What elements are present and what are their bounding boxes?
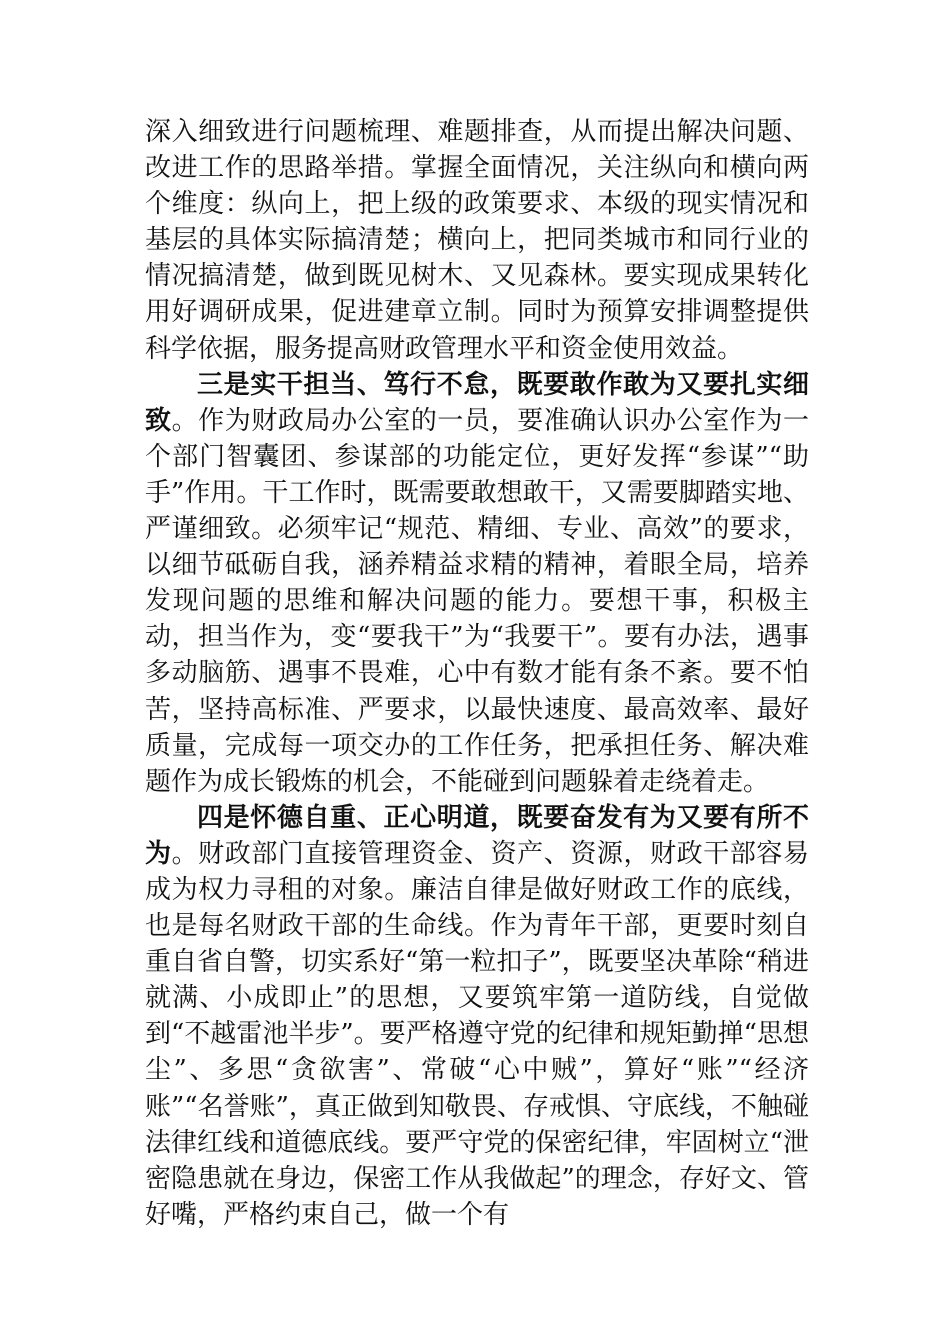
paragraph-2 (145, 367, 809, 800)
paragraph-2-text: 。作为财政局办公室的一员，要准确认识办公室作为一个部门智囊团、参谋部的功能定位，更好发挥“参谋”“助手”作用。干工作时，既需要敢想敢干，又需要脚踏实地、严谨细致。必须牢记“规范、精细、专业、高效”的要求，以细节砥砺自我，涵养精益求精的精神，着眼全局，培养发现问题的思维和解决问题的能力。要想干事，积极主动，担当作为，变“要我干”为“我要干”。要有办法，遇事多动脑筋、遇事不畏难，心中有数才能有条不紊。要不怕苦，坚持高标准、严要求，以最快速度、最高效率、最好质量，完成每一项交办的工作任务，把承担任务、解决难题作为成长锻炼的机会，不能碰到问题躲着走绕着走。 (145, 405, 809, 797)
paragraph-3 (145, 800, 809, 1233)
paragraph-3-heading: 四是怀德自重、正心明道，既要奋发有为又要有所不为 (145, 802, 809, 869)
document-body (145, 114, 809, 1233)
paragraph-2-heading: 三是实干担当、笃行不怠，既要敢作敢为又要扎实细致 (145, 369, 809, 436)
paragraph-3-text: 。财政部门直接管理资金、资产、资源，财政干部容易成为权力寻租的对象。廉洁自律是做好财政工作的底线，也是每名财政干部的生命线。作为青年干部，更要时刻自重自省自警，切实系好“第一粒扣子”，既要坚决革除“稍进就满、小成即止”的思想，又要筑牢第一道防线，自觉做到“不越雷池半步”。要严格遵守党的纪律和规矩勤掸“思想尘”、多思“贪欲害”、常破“心中贼”，算好“账”“经济账”“名誉账”，真正做到知敬畏、存戒惧、守底线，不触碰法律红线和道德底线。要严守党的保密纪律，牢固树立“泄密隐患就在身边，保密工作从我做起”的理念，存好文、管好嘴，严格约束自己，做一个有 (145, 838, 809, 1230)
paragraph-1 (145, 114, 809, 367)
paragraph-1-text: 深入细致进行问题梳理、难题排查，从而提出解决问题、改进工作的思路举措。掌握全面情况，关注纵向和横向两个维度：纵向上，把上级的政策要求、本级的现实情况和基层的具体实际搞清楚；横向上，把同类城市和同行业的情况搞清楚，做到既见树木、又见森林。要实现成果转化用好调研成果，促进建章立制。同时为预算安排调整提供科学依据，服务提高财政管理水平和资金使用效益。 (145, 117, 809, 364)
